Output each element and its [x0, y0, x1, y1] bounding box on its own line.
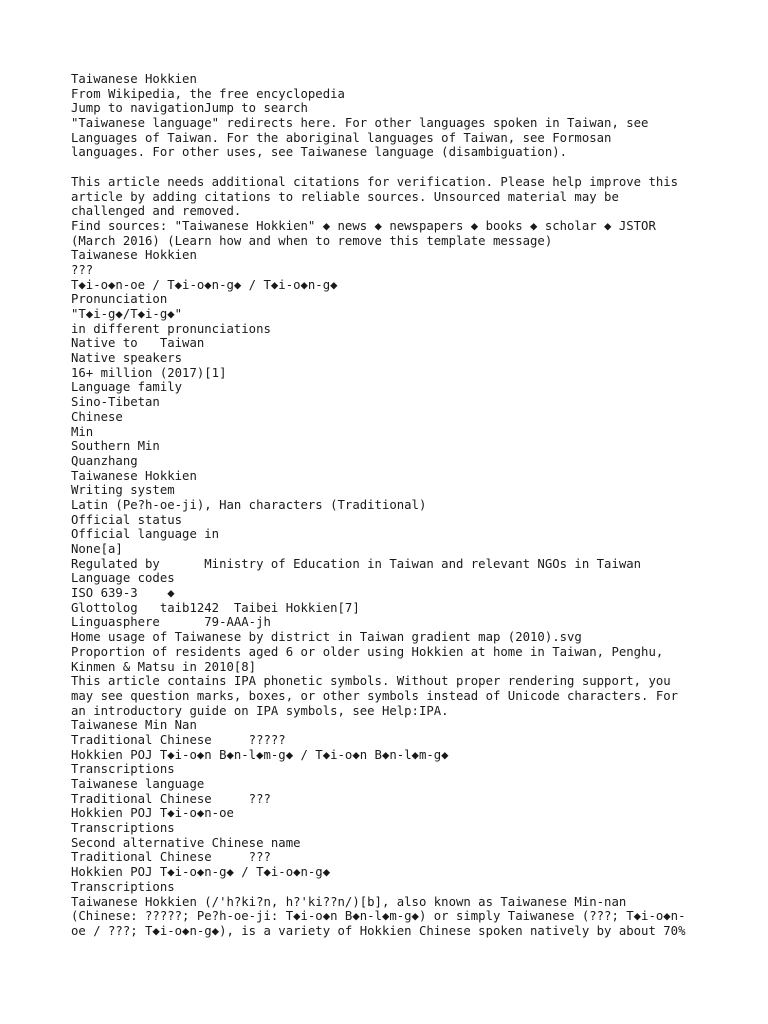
document-line: Writing system	[71, 483, 175, 498]
document-line: in different pronunciations	[71, 321, 271, 336]
document-line: Language codes	[71, 571, 175, 586]
document-line: Kinmen & Matsu in 2010[8]	[71, 659, 257, 674]
document-line: (Chinese: ?????; Pe?h-oe-ji: T◆i-o◆n B◆n-l◆m-g◆) or simply Taiwanese (???; T◆i-o◆n-	[71, 909, 686, 924]
document-line: This article needs additional citations for verification. Please help improve this	[71, 174, 679, 189]
document-line: Transcriptions	[71, 879, 175, 894]
document-line: Taiwanese language	[71, 777, 205, 791]
document-line: Hokkien POJ T◆i-o◆n B◆n-l◆m-g◆ / T◆i-o◆n B◆n-l◆m-g◆	[71, 747, 449, 762]
document-line: Transcriptions	[71, 762, 175, 777]
document-line: Jump to navigationJump to search	[71, 101, 308, 116]
document-line: Linguasphere 79-AAA-jh	[71, 615, 271, 630]
document-line: Languages of Taiwan. For the aboriginal languages of Taiwan, see Formosan	[71, 130, 612, 145]
document-line: Native to Taiwan	[71, 336, 205, 351]
document-line: Glottolog taib1242 Taibei Hokkien[7]	[71, 600, 360, 615]
document-line: Taiwanese Hokkien	[71, 72, 197, 86]
document-line: None[a]	[71, 542, 123, 556]
document-line: Home usage of Taiwanese by district in Taiwan gradient map (2010).svg	[71, 630, 582, 645]
document-line: oe / ???; T◆i-o◆n-g◆), is a variety of Hokkien Chinese spoken natively by about 70%	[71, 923, 686, 938]
document-line: ???	[71, 262, 94, 277]
document-line: Second alternative Chinese name	[71, 835, 301, 850]
document-line: Language family	[71, 380, 183, 395]
document-line: Taiwanese Hokkien	[71, 468, 197, 483]
document-line: This article contains IPA phonetic symbols. Without proper rendering support, you	[71, 674, 671, 689]
document-line: Sino-Tibetan	[71, 395, 160, 410]
document-body	[71, 72, 711, 939]
blank-line	[71, 160, 711, 175]
document-line: Pronunciation	[71, 292, 168, 307]
document-line: Min	[71, 424, 94, 439]
document-line: "Taiwanese language" redirects here. For other languages spoken in Taiwan, see	[71, 116, 649, 131]
document-line: Hokkien POJ T◆i-o◆n-g◆ / T◆i-o◆n-g◆	[71, 865, 331, 880]
document-line: Chinese	[71, 409, 123, 424]
document-line: T◆i-o◆n-oe / T◆i-o◆n-g◆ / T◆i-o◆n-g◆	[71, 277, 338, 292]
document-line: Quanzhang	[71, 453, 138, 468]
document-line: article by adding citations to reliable sources. Unsourced material may be	[71, 189, 619, 204]
document-line: Regulated by Ministry of Education in Taiwan and relevant NGOs in Taiwan	[71, 556, 642, 571]
document-line: Official status	[71, 512, 183, 527]
document-line: Proportion of residents aged 6 or older using Hokkien at home in Taiwan, Penghu,	[71, 644, 664, 659]
document-line: may see question marks, boxes, or other symbols instead of Unicode characters. For	[71, 688, 679, 703]
document-line: ISO 639-3 ◆	[71, 586, 175, 601]
document-line: Hokkien POJ T◆i-o◆n-oe	[71, 806, 234, 821]
document-line: From Wikipedia, the free encyclopedia	[71, 86, 345, 101]
document-line: an introductory guide on IPA symbols, see Help:IPA.	[71, 703, 449, 718]
document-line: challenged and removed.	[71, 204, 242, 219]
document-line: Taiwanese Min Nan	[71, 718, 197, 733]
document-line: Southern Min	[71, 439, 160, 454]
document-line: languages. For other uses, see Taiwanese language (disambiguation).	[71, 145, 568, 160]
document-line: "T◆i-g◆/T◆i-g◆"	[71, 307, 183, 321]
document-line: Find sources: "Taiwanese Hokkien" ◆ news ◆ newspapers ◆ books ◆ scholar ◆ JSTOR	[71, 218, 656, 233]
document-line: Traditional Chinese ?????	[71, 732, 286, 747]
document-line: Taiwanese Hokkien (/'h?ki?n, h?'ki??n/)[b], also known as Taiwanese Min-nan	[71, 894, 627, 909]
document-line: Traditional Chinese ???	[71, 850, 271, 865]
document-line: Latin (Pe?h-oe-ji), Han characters (Traditional)	[71, 497, 427, 512]
document-line: Transcriptions	[71, 821, 175, 836]
document-line: Official language in	[71, 527, 220, 542]
document-line: Traditional Chinese ???	[71, 791, 271, 806]
document-line: Taiwanese Hokkien	[71, 248, 197, 263]
document-line: (March 2016) (Learn how and when to remove this template message)	[71, 233, 553, 248]
document-line: 16+ million (2017)[1]	[71, 365, 227, 380]
document-line: Native speakers	[71, 351, 183, 366]
